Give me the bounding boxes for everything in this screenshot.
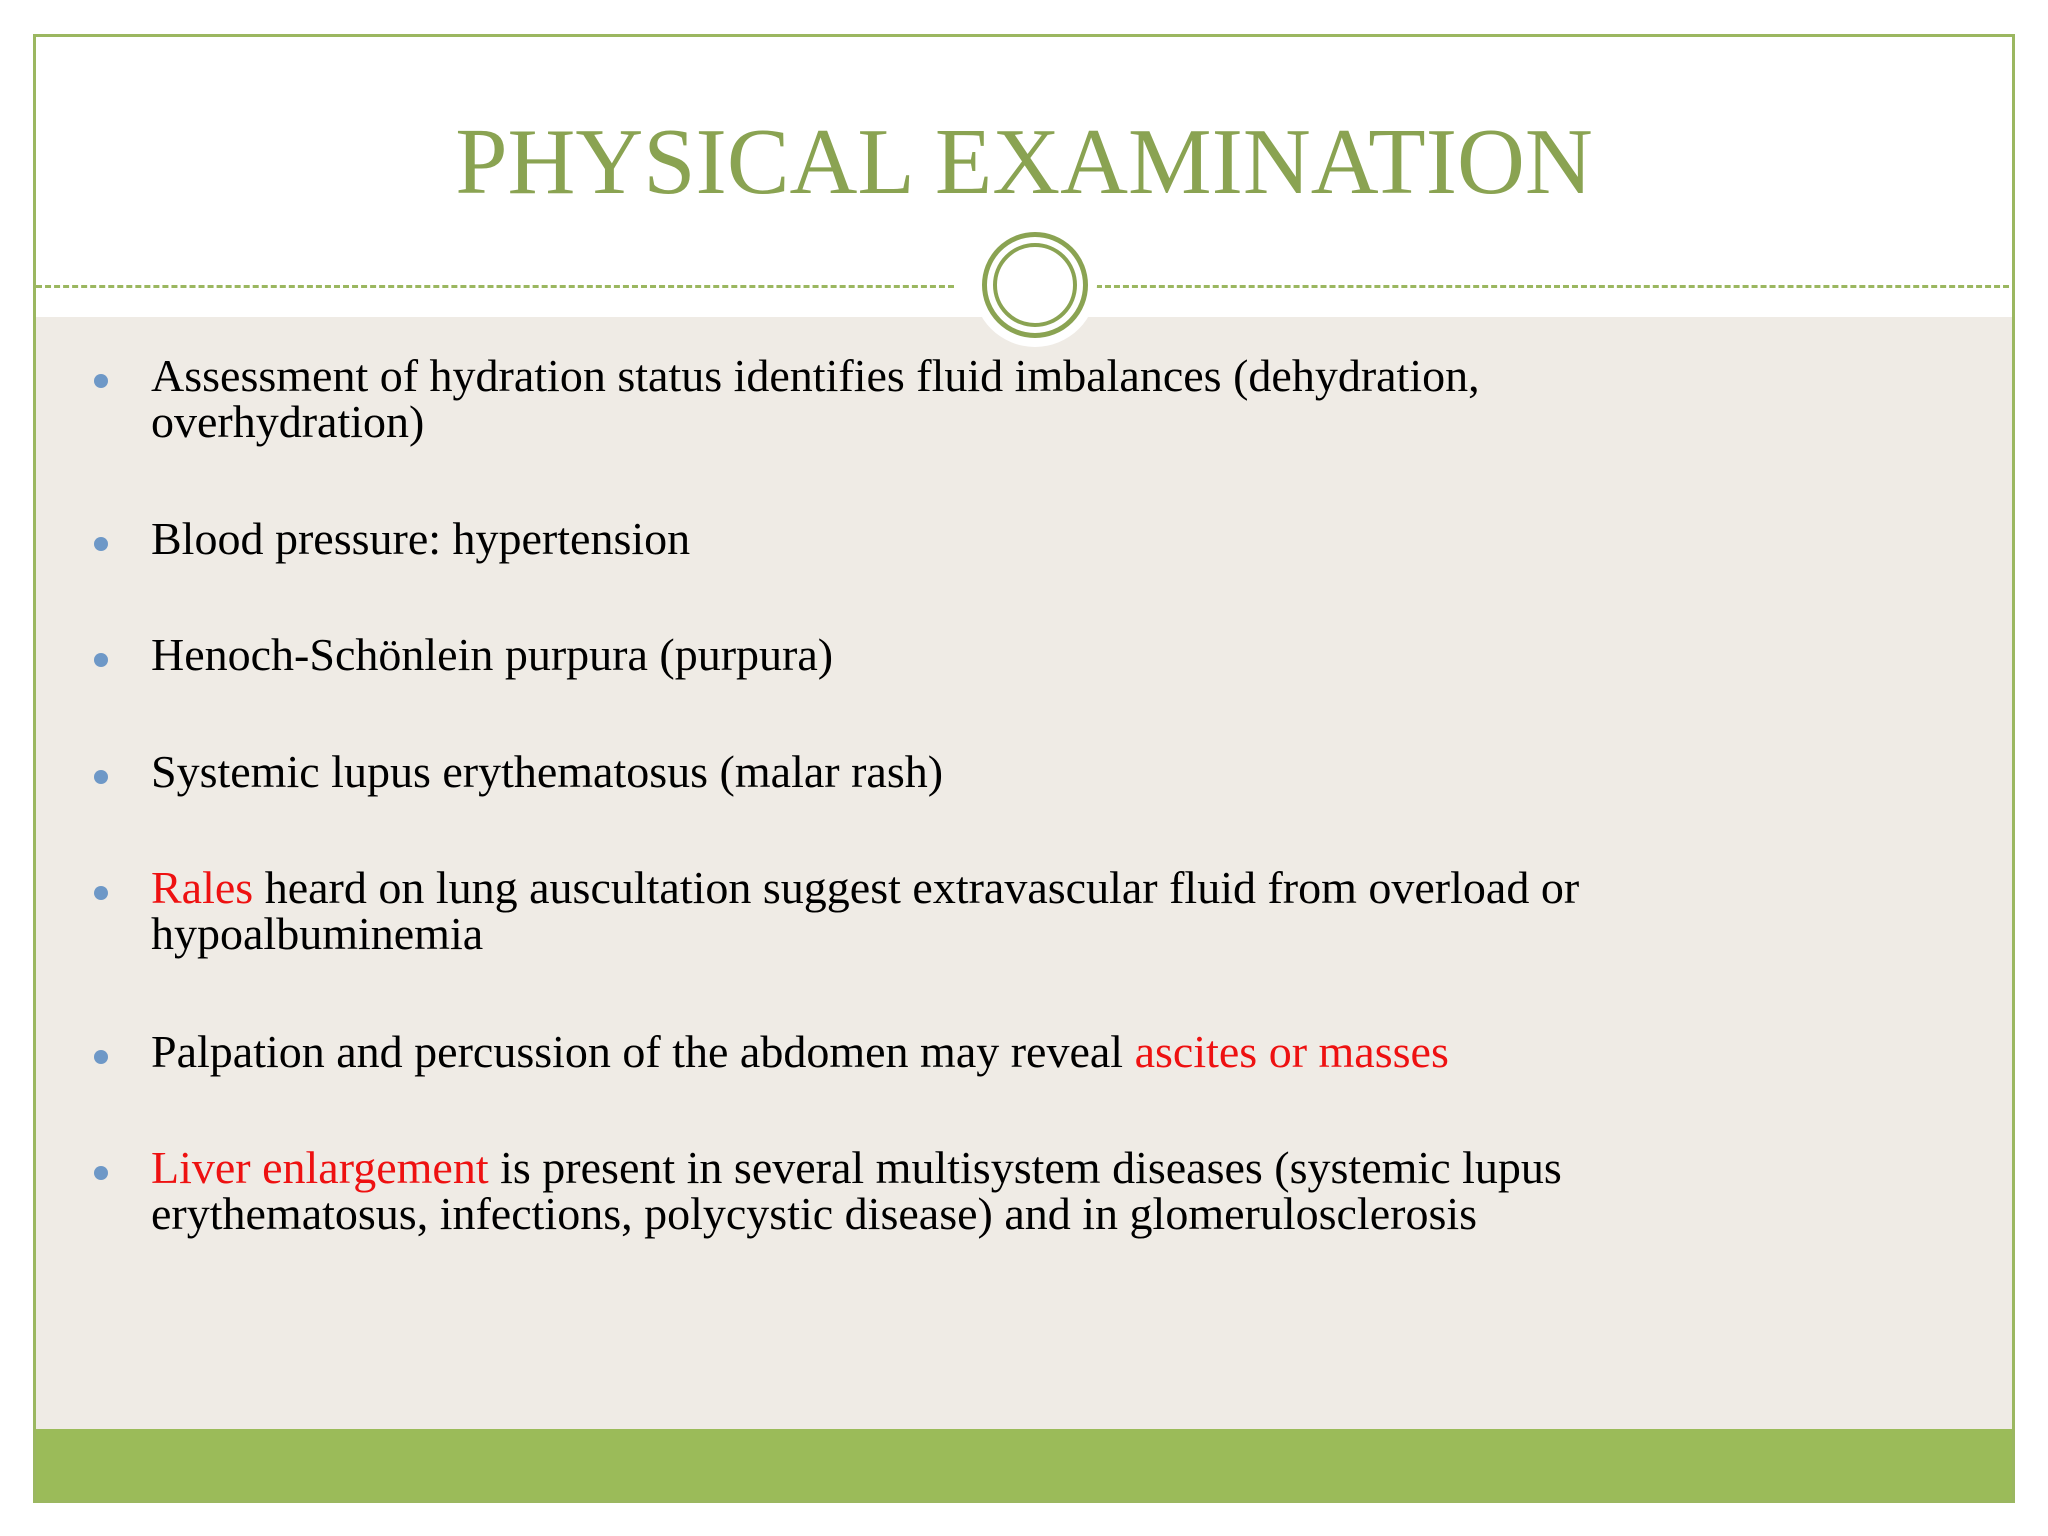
bullet-dot-icon bbox=[94, 374, 108, 388]
bullet-text: Blood pressure: hypertension bbox=[151, 513, 691, 564]
slide-title: PHYSICAL EXAMINATION bbox=[455, 110, 1593, 214]
footer-bar bbox=[36, 1429, 2012, 1500]
bullet-line: overhydration) bbox=[151, 396, 425, 447]
bullet-line: Assessment of hydration status identifies fluid imbalances (dehydration, bbox=[151, 350, 1480, 401]
highlight-text: Liver enlargement bbox=[151, 1142, 489, 1193]
title-divider-left bbox=[36, 285, 954, 288]
bullet-text: Systemic lupus erythematosus (malar rash) bbox=[151, 746, 944, 797]
highlight-text: ascites or masses bbox=[1134, 1026, 1449, 1077]
bullet-text bbox=[151, 1142, 1871, 1239]
bullet-text bbox=[151, 862, 1871, 959]
bullet-line: erythematosus, infections, polycystic disease) and in glomerulosclerosis bbox=[151, 1188, 1478, 1239]
circle-ornament-inner-icon bbox=[993, 243, 1077, 327]
title-divider-right bbox=[1096, 285, 2015, 288]
bullet-dot-icon bbox=[94, 886, 108, 900]
bullet-dot-icon bbox=[94, 770, 108, 784]
bullet-text bbox=[151, 350, 1871, 447]
bullet-line: heard on lung auscultation suggest extravascular fluid from overload or bbox=[253, 862, 1580, 913]
bullet-dot-icon bbox=[94, 537, 108, 551]
content-area bbox=[36, 317, 2012, 1469]
bullet-line: Palpation and percussion of the abdomen may reveal bbox=[151, 1026, 1135, 1077]
highlight-text: Rales bbox=[151, 862, 254, 913]
bullet-text: Henoch-Schönlein purpura (purpura) bbox=[151, 629, 834, 680]
bullet-dot-icon bbox=[94, 653, 108, 667]
slide bbox=[33, 34, 2015, 1503]
bullet-text bbox=[151, 1026, 1871, 1077]
bullet-dot-icon bbox=[94, 1166, 108, 1180]
bullet-line: is present in several multisystem diseases (systemic lupus bbox=[488, 1142, 1562, 1193]
bullet-dot-icon bbox=[94, 1050, 108, 1064]
bullet-line: hypoalbuminemia bbox=[151, 908, 484, 959]
